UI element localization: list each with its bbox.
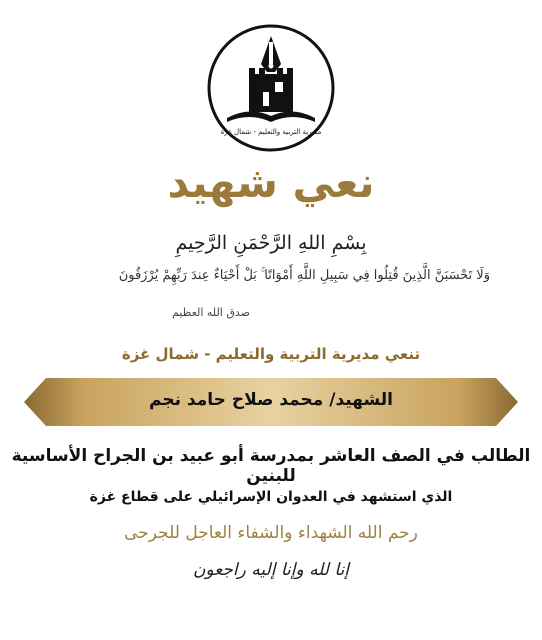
- castle-icon: [249, 68, 293, 112]
- prayer-text: رحم الله الشهداء والشفاء العاجل للجرحى: [124, 523, 418, 543]
- student-description: الطالب في الصف العاشر بمدرسة أبو عبيد بن الجراح الأساسية للبنين: [11, 446, 531, 486]
- directorate-logo: [205, 22, 337, 154]
- martyr-name: الشهيد/ محمد صلاح حامد نجم: [149, 390, 393, 410]
- istirja-calligraphy: إنا لله وإنا إليه راجعون: [192, 560, 350, 580]
- quran-verse: وَلَا تَحْسَبَنَّ الَّذِينَ قُتِلُوا فِي سَبِيلِ اللَّهِ أَمْوَاتًا ۚ بَلْ أَحْيَاءٌ عِندَ رَبِّهِمْ يُرْزَقُونَ: [118, 268, 490, 283]
- basmala: بِسْمِ اللهِ الرَّحْمَنِ الرَّحِيمِ: [175, 232, 367, 254]
- ministry-announcement: تنعي مديرية التربية والتعليم - شمال غزة: [121, 345, 421, 363]
- martyrdom-statement: الذي استشهد في العدوان الإسرائيلي على قطاع غزة: [89, 489, 453, 505]
- logo-caption: مديرية التربية والتعليم - شمال غزة: [220, 128, 322, 136]
- sadaqa-text: صدق الله العظيم: [172, 306, 250, 319]
- page-title: نعي شهيد: [167, 158, 375, 207]
